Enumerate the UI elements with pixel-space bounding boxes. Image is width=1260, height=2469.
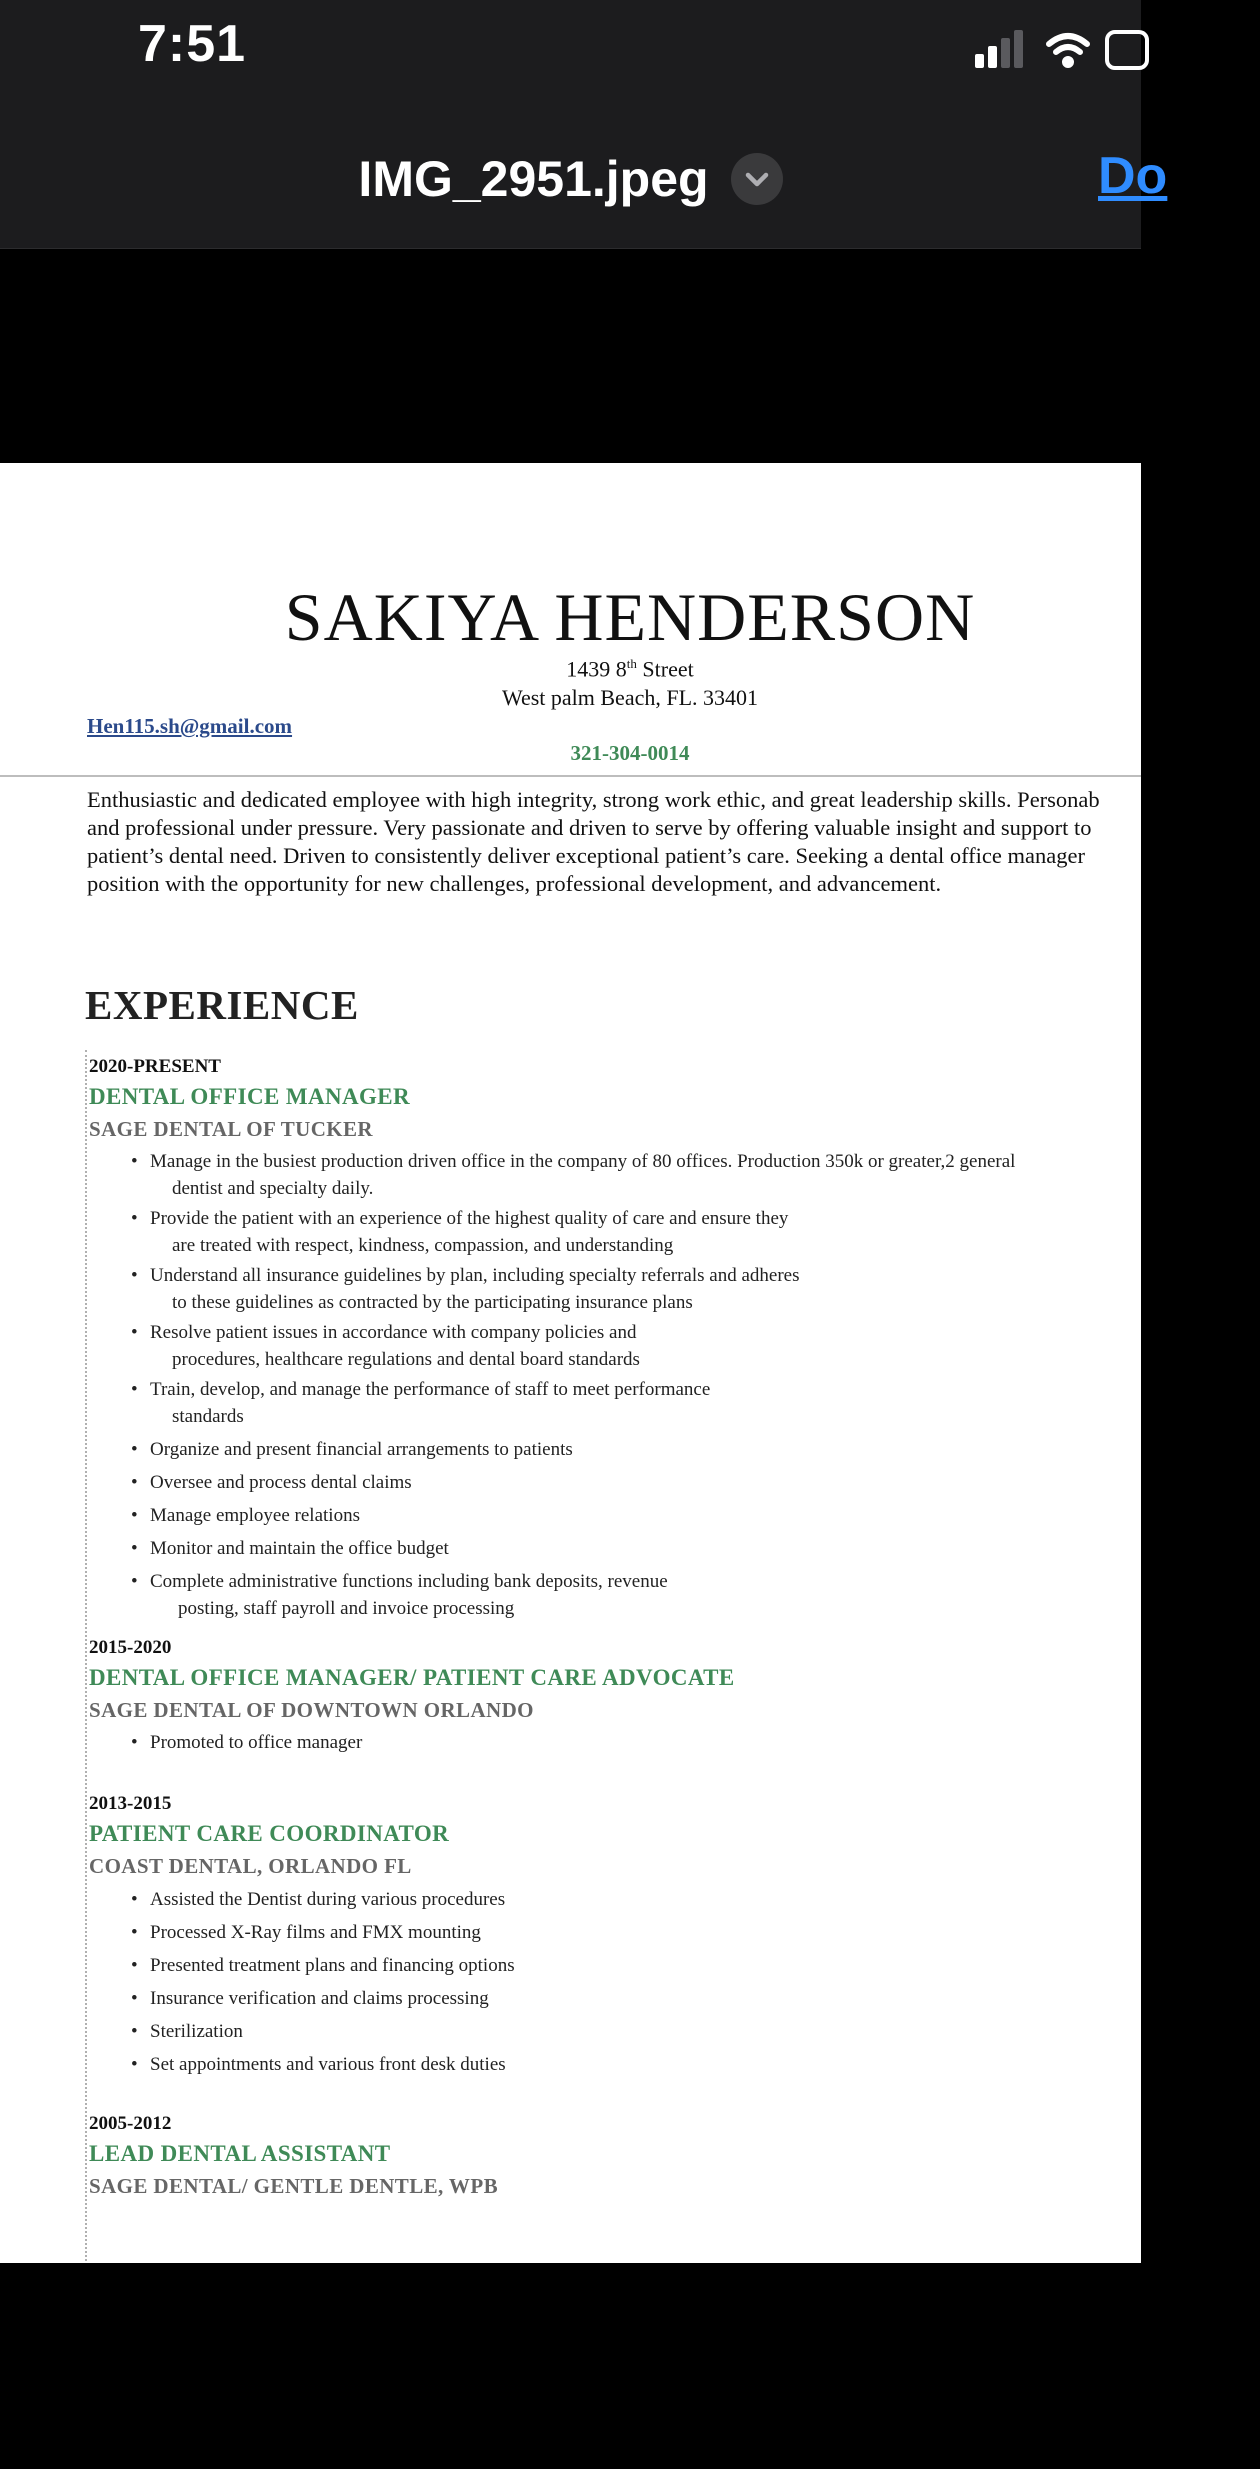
job-dates: 2015-2020 xyxy=(89,1637,172,1658)
experience-heading: EXPERIENCE xyxy=(85,982,359,1028)
summary-paragraph: Enthusiastic and dedicated employee with high integrity, strong work ethic, and great leadership skills. Personab and professional under pressure. Very passionate and driven to serve by offering valuable insight and support to patient’s dental need. Driven to consistently deliver exceptional patient’s care. Seeking a dental office manager position with the opportunity for new challenges, professional development, and advancement. xyxy=(87,787,1100,896)
bullet-item: • Organize and present financial arrangements to patients xyxy=(89,1435,1139,1465)
bullet-item: • Resolve patient issues in accordance with company policies and procedures, healthcare regulations and dental board standards xyxy=(89,1318,1139,1375)
job-title: LEAD DENTAL ASSISTANT xyxy=(89,2141,391,2166)
job-entry xyxy=(89,1054,1139,1624)
battery-icon xyxy=(1107,32,1147,68)
job-bullets xyxy=(89,1147,1139,1624)
job-dates: 2013-2015 xyxy=(89,1793,172,1814)
job-company: SAGE DENTAL OF TUCKER xyxy=(89,1117,373,1141)
bullet-item: • Provide the patient with an experience of the highest quality of care and ensure they are treated with respect, kindness, compassion, and understanding xyxy=(89,1204,1139,1261)
bullet-item: • Processed X-Ray films and FMX mounting xyxy=(89,1918,1139,1948)
address-line-2: West palm Beach, FL. 33401 xyxy=(501,685,759,710)
bullet-item: • Understand all insurance guidelines by plan, including specialty referrals and adheres to these guidelines as contracted by the participating insurance plans xyxy=(89,1261,1139,1318)
job-entry xyxy=(89,1791,1139,2080)
bottom-area xyxy=(0,2263,1141,2469)
bullet-item: • Assisted the Dentist during various procedures xyxy=(89,1885,1139,1915)
bullet-item: • Insurance verification and claims processing xyxy=(89,1984,1139,2014)
email-link[interactable]: Hen115.sh@gmail.com xyxy=(87,714,293,738)
job-bullets xyxy=(89,1885,1139,2080)
bullet-item: • Oversee and process dental claims xyxy=(89,1468,1139,1498)
title-bar xyxy=(0,100,1168,249)
job-entry xyxy=(89,1635,1139,1758)
job-company: SAGE DENTAL/ GENTLE DENTLE, WPB xyxy=(89,2174,498,2198)
bullet-item: • Monitor and maintain the office budget xyxy=(89,1534,1139,1564)
address-line-1: 1439 8th Street xyxy=(566,656,694,682)
job-dates: 2005-2012 xyxy=(89,2113,172,2134)
status-time: 7:51 xyxy=(138,15,247,73)
job-title: DENTAL OFFICE MANAGER xyxy=(89,1084,411,1109)
bullet-item: • Set appointments and various front desk duties xyxy=(89,2050,1139,2080)
job-company: SAGE DENTAL OF DOWNTOWN ORLANDO xyxy=(89,1698,534,1722)
cellular-signal-icon xyxy=(975,30,1023,68)
bullet-item: • Manage in the busiest production driven office in the company of 80 offices. Production 350k or greater,2 general dentist and specialty daily. xyxy=(89,1147,1139,1204)
bullet-item: • Manage employee relations xyxy=(89,1501,1139,1531)
chevron-down-icon[interactable] xyxy=(731,153,783,205)
job-title: DENTAL OFFICE MANAGER/ PATIENT CARE ADVOCATE xyxy=(89,1665,735,1690)
wifi-icon xyxy=(1049,36,1087,65)
job-dates: 2020-PRESENT xyxy=(89,1056,221,1077)
bullet-item: • Promoted to office manager xyxy=(89,1728,1139,1758)
status-bar xyxy=(0,0,1141,100)
bullet-item: • Sterilization xyxy=(89,2017,1139,2047)
job-company: COAST DENTAL, ORLANDO FL xyxy=(89,1854,412,1878)
job-title: PATIENT CARE COORDINATOR xyxy=(89,1821,450,1846)
done-button[interactable]: Do xyxy=(1098,147,1168,205)
file-name: IMG_2951.jpeg xyxy=(358,150,709,207)
divider xyxy=(0,775,1141,777)
file-title[interactable] xyxy=(0,146,1141,208)
resume-name: SAKIYA HENDERSON xyxy=(284,579,976,655)
job-entry xyxy=(89,2111,1139,2204)
bullet-item: • Complete administrative functions including bank deposits, revenue posting, staff payroll and invoice processing xyxy=(89,1567,1139,1624)
job-bullets xyxy=(89,1728,1139,1758)
bullet-item: • Train, develop, and manage the performance of staff to meet performance standards xyxy=(89,1375,1139,1432)
phone-number: 321-304-0014 xyxy=(570,741,690,765)
status-icons xyxy=(961,24,1141,74)
bullet-item: • Presented treatment plans and financing options xyxy=(89,1951,1139,1981)
section-line xyxy=(85,1050,87,2265)
resume-document xyxy=(0,463,1141,2263)
